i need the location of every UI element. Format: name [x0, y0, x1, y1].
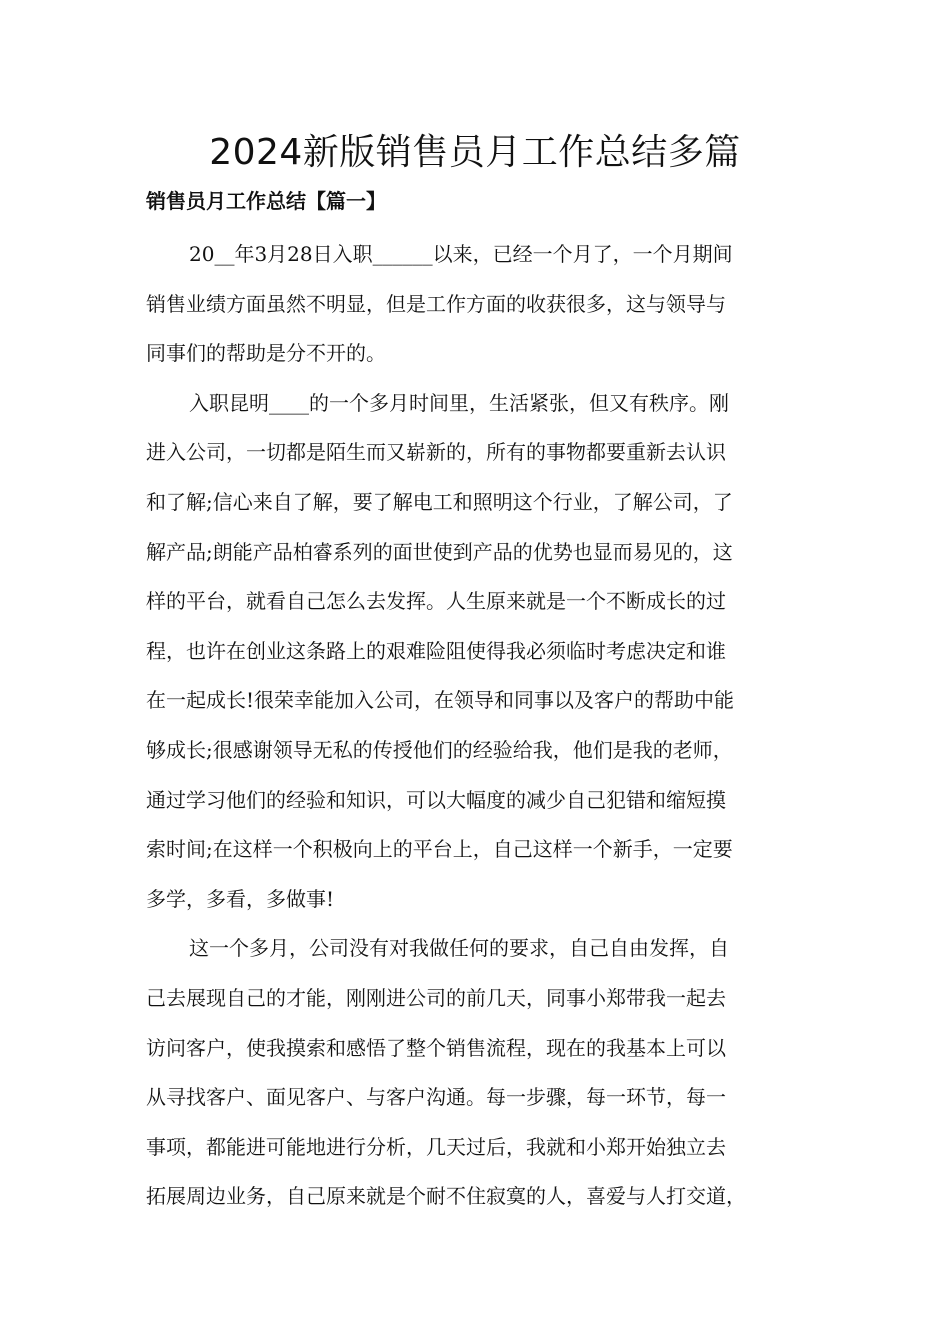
text-line: 多学，多看，多做事! [146, 886, 335, 911]
text-line: 这一个多月，公司没有对我做任何的要求，自己自由发挥，自 [189, 936, 729, 961]
text-line: 销售业绩方面虽然不明显，但是工作方面的收获很多，这与领导与 [146, 291, 726, 316]
text-line: 从寻找客户、面见客户、与客户沟通。每一步骤，每一环节，每一 [146, 1085, 726, 1110]
text-line: 入职昆明____的一个多月时间里，生活紧张，但又有秩序。刚 [189, 390, 729, 415]
text-line: 解产品;朗能产品柏睿系列的面世使到产品的优势也显而易见的，这 [146, 539, 733, 564]
paragraph-1 [146, 230, 814, 379]
text-line: 在一起成长!很荣幸能加入公司，在领导和同事以及客户的帮助中能 [146, 688, 735, 713]
paragraph-2 [146, 379, 814, 925]
text-line: 通过学习他们的经验和知识，可以大幅度的减少自己犯错和缩短摸 [146, 787, 726, 812]
text-line: 够成长;很感谢领导无私的传授他们的经验给我，他们是我的老师， [146, 737, 733, 762]
text-line: 和了解;信心来自了解，要了解电工和照明这个行业，了解公司，了 [146, 489, 733, 514]
text-line: 样的平台，就看自己怎么去发挥。人生原来就是一个不断成长的过 [146, 589, 726, 614]
text-line: 拓展周边业务，自己原来就是个耐不住寂寞的人，喜爱与人打交道， [146, 1184, 746, 1209]
paragraph-3 [146, 924, 814, 1222]
section-heading: 销售员月工作总结【篇一】 [146, 189, 386, 213]
text-line: 己去展现自己的才能，刚刚进公司的前几天，同事小郑带我一起去 [146, 985, 726, 1010]
text-line: 访问客户，使我摸索和感悟了整个销售流程，现在的我基本上可以 [146, 1035, 726, 1060]
text-line: 20__年3月28日入职______以来，已经一个月了，一个月期间 [189, 242, 733, 266]
body-text [146, 230, 814, 1222]
text-line: 进入公司，一切都是陌生而又崭新的，所有的事物都要重新去认识 [146, 440, 726, 465]
text-line: 程，也许在创业这条路上的艰难险阻使得我必须临时考虑决定和谁 [146, 638, 726, 663]
document-title: 2024新版销售员月工作总结多篇 [209, 132, 741, 173]
text-line: 事项，都能进可能地进行分析，几天过后，我就和小郑开始独立去 [146, 1134, 726, 1159]
text-line: 同事们的帮助是分不开的。 [146, 341, 386, 366]
text-line: 索时间;在这样一个积极向上的平台上，自己这样一个新手，一定要 [146, 837, 733, 862]
